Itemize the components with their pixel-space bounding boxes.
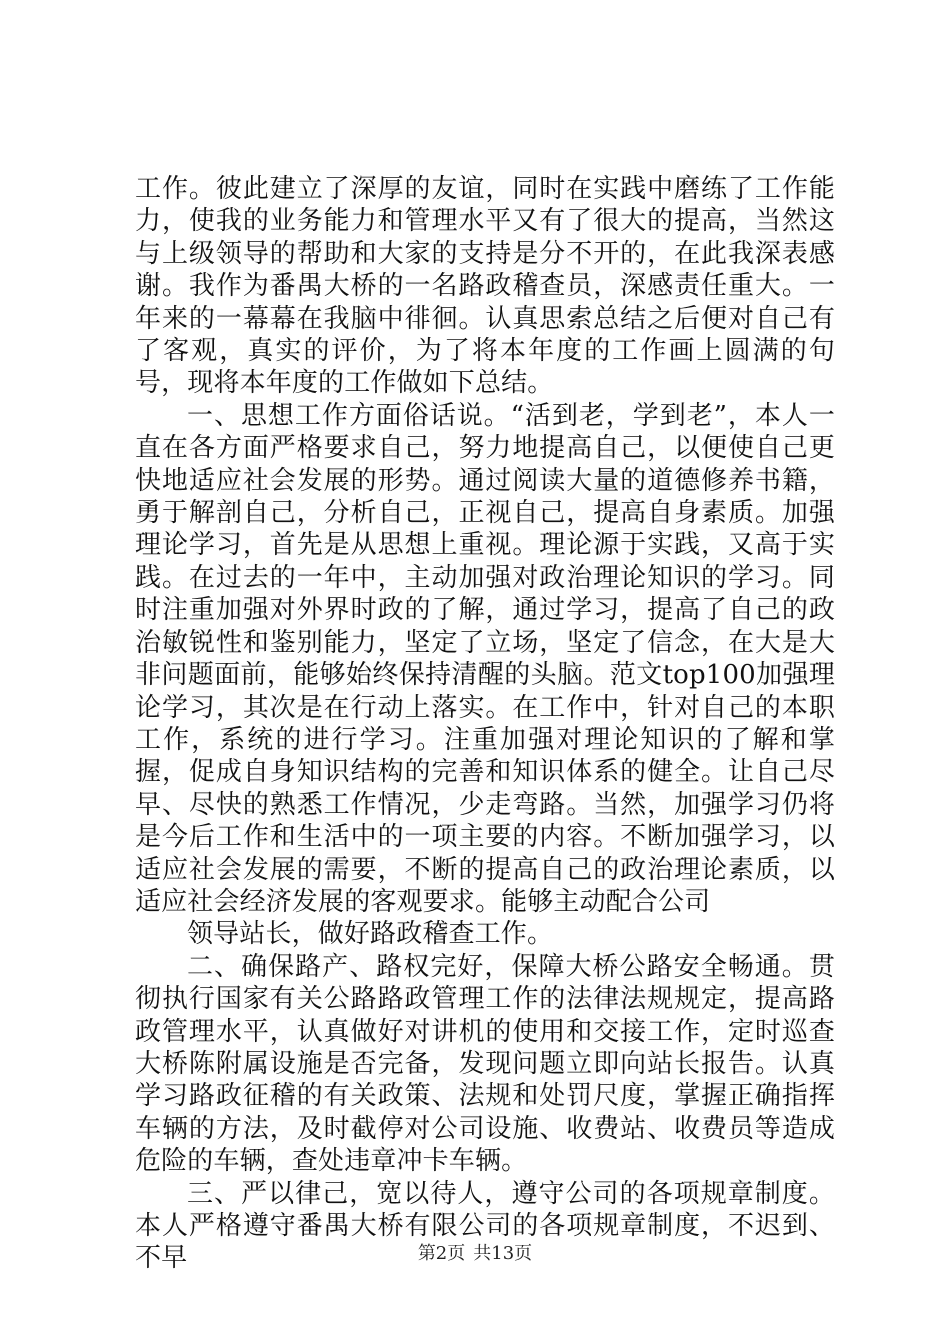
page-number: 第2页 [417,1243,466,1264]
paragraph-section-3: 三、严以律己，宽以待人，遵守公司的各项规章制度。本人严格遵守番禺大桥有限公司的各项规章制度，不迟到、不早 [135,1178,835,1274]
document-body [135,173,835,1275]
paragraph-section-1: 一、思想工作方面俗话说。“活到老，学到老”，本人一直在各方面严格要求自己，努力地提高自己，以便使自己更快地适应社会发展的形势。通过阅读大量的道德修养书籍，勇于解剖自己，分析自己，正视自己，提高自身素质。加强理论学习，首先是从思想上重视。理论源于实践，又高于实践。在过去的一年中，主动加强对政治理论知识的学习。同时注重加强对外界时政的了解，通过学习，提高了自己的政治敏锐性和鉴别能力，坚定了立场，坚定了信念，在大是大非问题面前，能够始终保持清醒的头脑。范文top100加强理论学习，其次是在行动上落实。在工作中，针对自己的本职工作，系统的进行学习。注重加强对理论知识的了解和掌握，促成自身知识结构的完善和知识体系的健全。让自己尽早、尽快的熟悉工作情况，少走弯路。当然，加强学习仍将是今后工作和生活中的一项主要的内容。不断加强学习，以适应社会发展的需要，不断的提高自己的政治理论素质，以适应社会经济发展的客观要求。能够主动配合公司 [135,400,835,917]
page-total: 共13页 [473,1243,533,1264]
page-footer [0,1243,950,1265]
paragraph-section-2: 二、确保路产、路权完好，保障大桥公路安全畅通。贯彻执行国家有关公路路政管理工作的法律法规规定，提高路政管理水平，认真做好对讲机的使用和交接工作，定时巡查大桥陈附属设施是否完备，发现问题立即向站长报告。认真学习路政征稽的有关政策、法规和处罚尺度，掌握正确指挥车辆的方法，及时截停对公司设施、收费站、收费员等造成危险的车辆，查处违章冲卡车辆。 [135,951,835,1177]
paragraph-section-1-continued: 领导站长，做好路政稽查工作。 [187,919,554,950]
paragraph-intro: 工作。彼此建立了深厚的友谊，同时在实践中磨练了工作能力，使我的业务能力和管理水平又有了很大的提高，当然这与上级领导的帮助和大家的支持是分不开的，在此我深表感谢。我作为番禺大桥的一名路政稽查员，深感责任重大。一年来的一幕幕在我脑中徘徊。认真思索总结之后便对自己有了客观，真实的评价，为了将本年度的工作画上圆满的句号，现将本年度的工作做如下总结。 [135,174,835,399]
